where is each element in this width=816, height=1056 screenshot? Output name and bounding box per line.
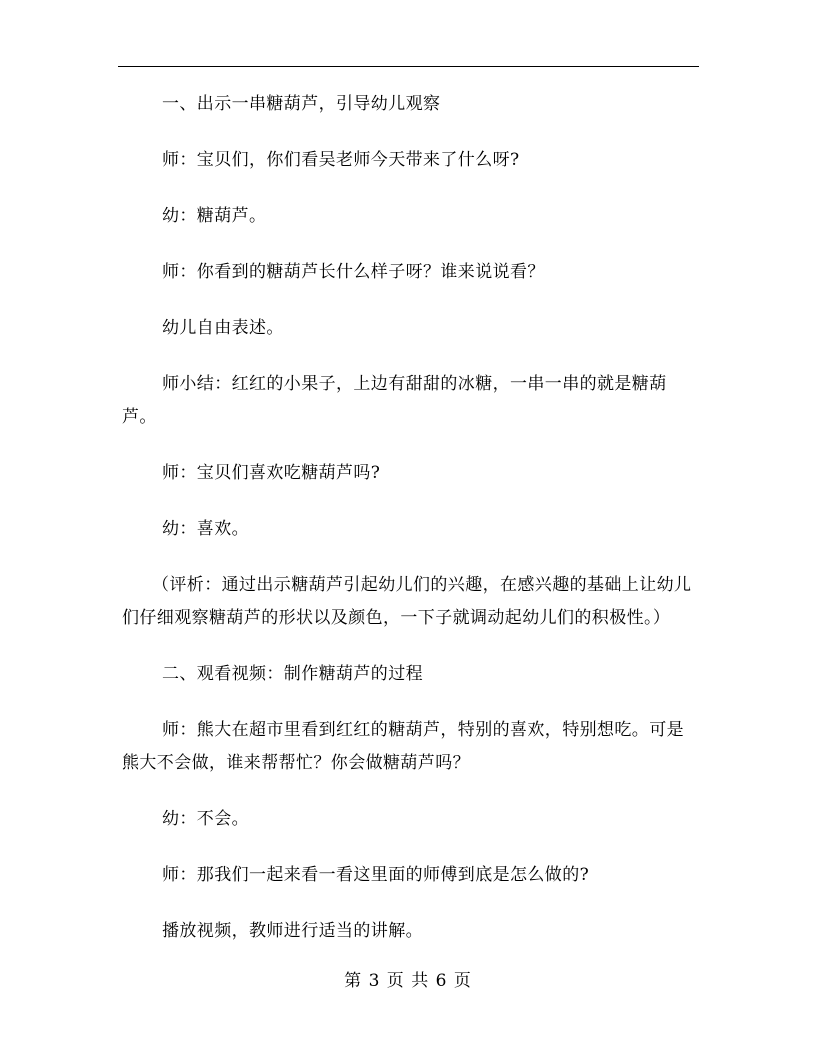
paragraph-section-heading-2: 二、观看视频：制作糖葫芦的过程 [162,664,423,684]
paragraph-teacher-question: 师：宝贝们，你们看吴老师今天带来了什么呀? [162,150,520,170]
paragraph-activity-note: 播放视频，教师进行适当的讲解。 [162,921,423,941]
paragraph-teacher-story: 师：熊大在超市里看到红红的糖葫芦，特别的喜欢，特别想吃。可是熊大不会做，谁来帮帮忙？你会做糖葫芦吗？ [122,720,684,773]
paragraph-teacher-prompt: 师：那我们一起来看一看这里面的师傅到底是怎么做的? [162,865,590,885]
paragraph-child-expression: 幼儿自由表述。 [162,318,284,338]
page-number-footer: 第 3 页 共 6 页 [344,971,472,991]
paragraph-teacher-summary: 师小结：红红的小果子，上边有甜甜的冰糖，一串一串的就是糖葫芦。 [122,374,667,427]
paragraph-child-answer: 幼：喜欢。 [162,519,249,539]
document-body [122,88,700,948]
paragraph-child-answer: 幼：不会。 [162,809,249,829]
paragraph-teacher-question: 师：你看到的糖葫芦长什么样子呀？谁来说说看？ [162,262,545,282]
header-rule [118,66,699,67]
paragraph-section-heading-1: 一、出示一串糖葫芦，引导幼儿观察 [162,94,441,114]
paragraph-teacher-question: 师：宝贝们喜欢吃糖葫芦吗? [162,463,381,483]
paragraph-child-answer: 幼：糖葫芦。 [162,206,267,226]
paragraph-commentary: （评析：通过出示糖葫芦引起幼儿们的兴趣，在感兴趣的基础上让幼儿们仔细观察糖葫芦的形状以及颜色，一下子就调动起幼儿们的积极性。） [122,575,692,628]
